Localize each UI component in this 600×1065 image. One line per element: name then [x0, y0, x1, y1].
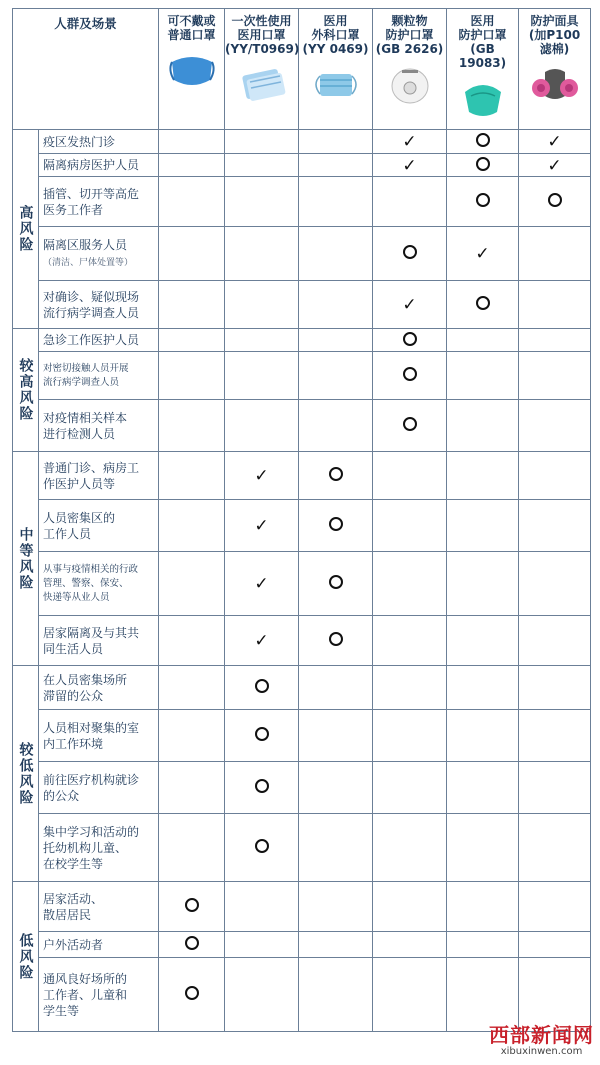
mark-cell [299, 177, 373, 227]
cloth-mask-icon [166, 48, 218, 92]
mark-cell [447, 882, 519, 932]
mark-cell [159, 552, 225, 616]
table-row [13, 932, 591, 958]
check-icon: ✓ [475, 244, 490, 264]
mark-cell [447, 814, 519, 882]
risk-level-label: 高风险 [13, 130, 39, 329]
header-col-5 [447, 9, 519, 130]
header-row [13, 9, 591, 130]
mark-cell [225, 666, 299, 710]
mark-cell [159, 882, 225, 932]
mark-cell [159, 710, 225, 762]
mark-cell [519, 281, 591, 329]
mark-cell [299, 552, 373, 616]
mark-cell [447, 227, 519, 281]
header-col-6 [519, 9, 591, 130]
mark-cell [299, 352, 373, 400]
mark-cell [299, 329, 373, 352]
circle-icon [329, 575, 343, 589]
header-corner: 人群及场景 [13, 9, 159, 130]
mark-cell [447, 281, 519, 329]
header-col-1 [159, 9, 225, 130]
mark-cell [519, 154, 591, 177]
risk-level-label: 较高风险 [13, 329, 39, 452]
mark-cell [447, 666, 519, 710]
circle-icon [255, 839, 269, 853]
mark-cell [225, 616, 299, 666]
scene-label: 集中学习和活动的 托幼机构儿童、 在校学生等 [39, 814, 159, 882]
mark-cell [299, 452, 373, 500]
check-icon: ✓ [547, 155, 562, 176]
mark-cell [373, 154, 447, 177]
header-col-label: 医用 外科口罩 (YY 0469) [302, 14, 369, 56]
check-icon: ✓ [402, 295, 417, 315]
mark-cell [159, 932, 225, 958]
mark-cell [225, 958, 299, 1032]
circle-icon [185, 898, 199, 912]
mark-cell [225, 352, 299, 400]
mark-cell [225, 281, 299, 329]
scene-label: 对疫情相关样本 进行检测人员 [39, 400, 159, 452]
mark-cell [299, 154, 373, 177]
scene-label: 居家活动、 散居居民 [39, 882, 159, 932]
mark-cell [225, 177, 299, 227]
mark-cell [519, 130, 591, 154]
mark-cell [159, 227, 225, 281]
scene-label: 在人员密集场所 滞留的公众 [39, 666, 159, 710]
header-col-2 [225, 9, 299, 130]
mark-cell [373, 762, 447, 814]
scene-sublabel: （清洁、尸体处置等） [43, 257, 134, 268]
mark-cell [159, 281, 225, 329]
header-col-label: 可不戴或 普通口罩 [167, 14, 216, 42]
mark-cell [519, 352, 591, 400]
circle-icon [403, 245, 417, 259]
mark-cell [299, 762, 373, 814]
mark-cell [447, 400, 519, 452]
mark-cell [519, 500, 591, 552]
scene-label: 通风良好场所的 工作者、儿童和 学生等 [39, 958, 159, 1032]
table-row [13, 154, 591, 177]
risk-level-label: 较低风险 [13, 666, 39, 882]
mark-cell [299, 500, 373, 552]
circle-icon [255, 779, 269, 793]
mark-cell [159, 814, 225, 882]
risk-level-label: 中等风险 [13, 452, 39, 666]
table-row [13, 500, 591, 552]
mark-cell [299, 932, 373, 958]
mark-cell [447, 552, 519, 616]
mark-cell [447, 762, 519, 814]
mark-cell [299, 281, 373, 329]
table-row [13, 452, 591, 500]
header-col-label: 颗粒物 防护口罩 (GB 2626) [375, 14, 444, 56]
mark-cell [299, 666, 373, 710]
mark-cell [373, 814, 447, 882]
mark-cell [373, 710, 447, 762]
circle-icon [255, 679, 269, 693]
mark-cell [447, 130, 519, 154]
mark-cell [373, 958, 447, 1032]
mark-cell [225, 227, 299, 281]
scene-label: 居家隔离及与其共 同生活人员 [39, 616, 159, 666]
mark-cell [299, 958, 373, 1032]
mark-cell [225, 882, 299, 932]
table-row [13, 666, 591, 710]
circle-icon [548, 193, 562, 207]
watermark [489, 1019, 594, 1057]
mark-cell [447, 710, 519, 762]
mark-cell [519, 400, 591, 452]
particulate-mask-icon [384, 62, 436, 106]
mark-cell [519, 666, 591, 710]
check-icon: ✓ [254, 466, 269, 486]
table-row [13, 710, 591, 762]
mark-cell [373, 352, 447, 400]
scene-label: 隔离病房医护人员 [39, 154, 159, 177]
mark-cell [373, 666, 447, 710]
scene-label: 人员密集区的 工作人员 [39, 500, 159, 552]
table-body [13, 130, 591, 1032]
scene-label: 对密切接触人员开展 流行病学调查人员 [39, 352, 159, 400]
mark-cell [373, 227, 447, 281]
mark-cell [447, 177, 519, 227]
mark-cell [447, 154, 519, 177]
check-icon: ✓ [402, 132, 417, 152]
mark-cell [225, 130, 299, 154]
circle-icon [185, 936, 199, 950]
header-col-label: 一次性使用 医用口罩 (YY/T0969) [225, 14, 300, 56]
header-col-label: 医用 防护口罩 (GB 19083) [458, 14, 507, 70]
circle-icon [185, 986, 199, 1000]
mark-cell [299, 130, 373, 154]
risk-level-label: 低风险 [13, 882, 39, 1032]
table-row [13, 762, 591, 814]
mark-cell [299, 710, 373, 762]
mark-cell [225, 154, 299, 177]
mark-cell [447, 329, 519, 352]
mark-cell [447, 352, 519, 400]
mark-cell [159, 958, 225, 1032]
table-row [13, 814, 591, 882]
table-row [13, 552, 591, 616]
mark-cell [373, 552, 447, 616]
scene-label: 从事与疫情相关的行政 管理、警察、保安、 快递等从业人员 [39, 552, 159, 616]
mark-cell [159, 400, 225, 452]
scene-label: 人员相对聚集的室 内工作环境 [39, 710, 159, 762]
mark-cell [447, 500, 519, 552]
mark-cell [225, 329, 299, 352]
table-row [13, 352, 591, 400]
medical-protective-mask-icon [457, 76, 509, 120]
mask-guide-table-wrap [12, 8, 590, 1032]
mark-cell [447, 616, 519, 666]
header-col-label: 防护面具 (加P100 滤棉) [528, 14, 581, 56]
mark-cell [159, 452, 225, 500]
mark-cell [373, 400, 447, 452]
table-row [13, 177, 591, 227]
mark-cell [519, 814, 591, 882]
mark-cell [373, 500, 447, 552]
table-row [13, 329, 591, 352]
scene-label: 急诊工作医护人员 [39, 329, 159, 352]
mark-cell [519, 932, 591, 958]
mark-cell [373, 882, 447, 932]
scene-label: 普通门诊、病房工 作医护人员等 [39, 452, 159, 500]
table-row [13, 281, 591, 329]
mark-cell [373, 452, 447, 500]
scene-label: 户外活动者 [39, 932, 159, 958]
mark-cell [299, 227, 373, 281]
check-icon: ✓ [254, 516, 269, 536]
circle-icon [476, 133, 490, 147]
check-icon: ✓ [254, 574, 269, 594]
mark-cell [373, 177, 447, 227]
mark-cell [159, 329, 225, 352]
scene-label: 疫区发热门诊 [39, 130, 159, 154]
mark-cell [159, 666, 225, 710]
check-icon: ✓ [402, 155, 417, 176]
circle-icon [329, 632, 343, 646]
respirator-mask-icon [529, 62, 581, 106]
mark-cell [225, 552, 299, 616]
check-icon: ✓ [254, 631, 269, 651]
mark-cell [225, 400, 299, 452]
mark-cell [225, 452, 299, 500]
mark-cell [299, 400, 373, 452]
mark-cell [225, 814, 299, 882]
mark-cell [225, 762, 299, 814]
mark-cell [159, 616, 225, 666]
circle-icon [476, 157, 490, 171]
mark-cell [299, 882, 373, 932]
header-col-3 [299, 9, 373, 130]
mark-cell [373, 130, 447, 154]
watermark-cn: 西部新闻网 [489, 1023, 594, 1047]
mark-cell [519, 452, 591, 500]
mark-cell [373, 932, 447, 958]
check-icon: ✓ [547, 132, 562, 152]
mark-cell [447, 452, 519, 500]
mark-cell [519, 616, 591, 666]
scene-label: 前往医疗机构就诊 的公众 [39, 762, 159, 814]
mark-cell [225, 710, 299, 762]
scene-label: 对确诊、疑似现场 流行病学调查人员 [39, 281, 159, 329]
mark-cell [159, 130, 225, 154]
circle-icon [476, 193, 490, 207]
mark-cell [373, 329, 447, 352]
circle-icon [329, 467, 343, 481]
mark-cell [225, 500, 299, 552]
mark-cell [447, 932, 519, 958]
mark-cell [159, 154, 225, 177]
mark-cell [159, 177, 225, 227]
mark-cell [519, 227, 591, 281]
table-row [13, 616, 591, 666]
disposable-mask-icon [236, 62, 288, 106]
mark-cell [373, 281, 447, 329]
watermark-en: xibuxinwen.com [500, 1046, 583, 1057]
mark-cell [159, 762, 225, 814]
header-col-4 [373, 9, 447, 130]
table-row [13, 227, 591, 281]
circle-icon [403, 332, 417, 346]
mask-guide-table [12, 8, 591, 1032]
mark-cell [519, 710, 591, 762]
table-row [13, 400, 591, 452]
scene-label: 隔离区服务人员 （清洁、尸体处置等） [39, 227, 159, 281]
circle-icon [476, 296, 490, 310]
mark-cell [519, 882, 591, 932]
mark-cell [519, 762, 591, 814]
table-row [13, 130, 591, 154]
mark-cell [299, 814, 373, 882]
circle-icon [403, 417, 417, 431]
surgical-mask-icon [310, 62, 362, 106]
circle-icon [329, 517, 343, 531]
circle-icon [403, 367, 417, 381]
scene-label: 插管、切开等高危 医务工作者 [39, 177, 159, 227]
table-row [13, 882, 591, 932]
mark-cell [519, 329, 591, 352]
circle-icon [255, 727, 269, 741]
mark-cell [225, 932, 299, 958]
mark-cell [373, 616, 447, 666]
mark-cell [159, 500, 225, 552]
mark-cell [519, 552, 591, 616]
mark-cell [519, 177, 591, 227]
mark-cell [299, 616, 373, 666]
mark-cell [159, 352, 225, 400]
